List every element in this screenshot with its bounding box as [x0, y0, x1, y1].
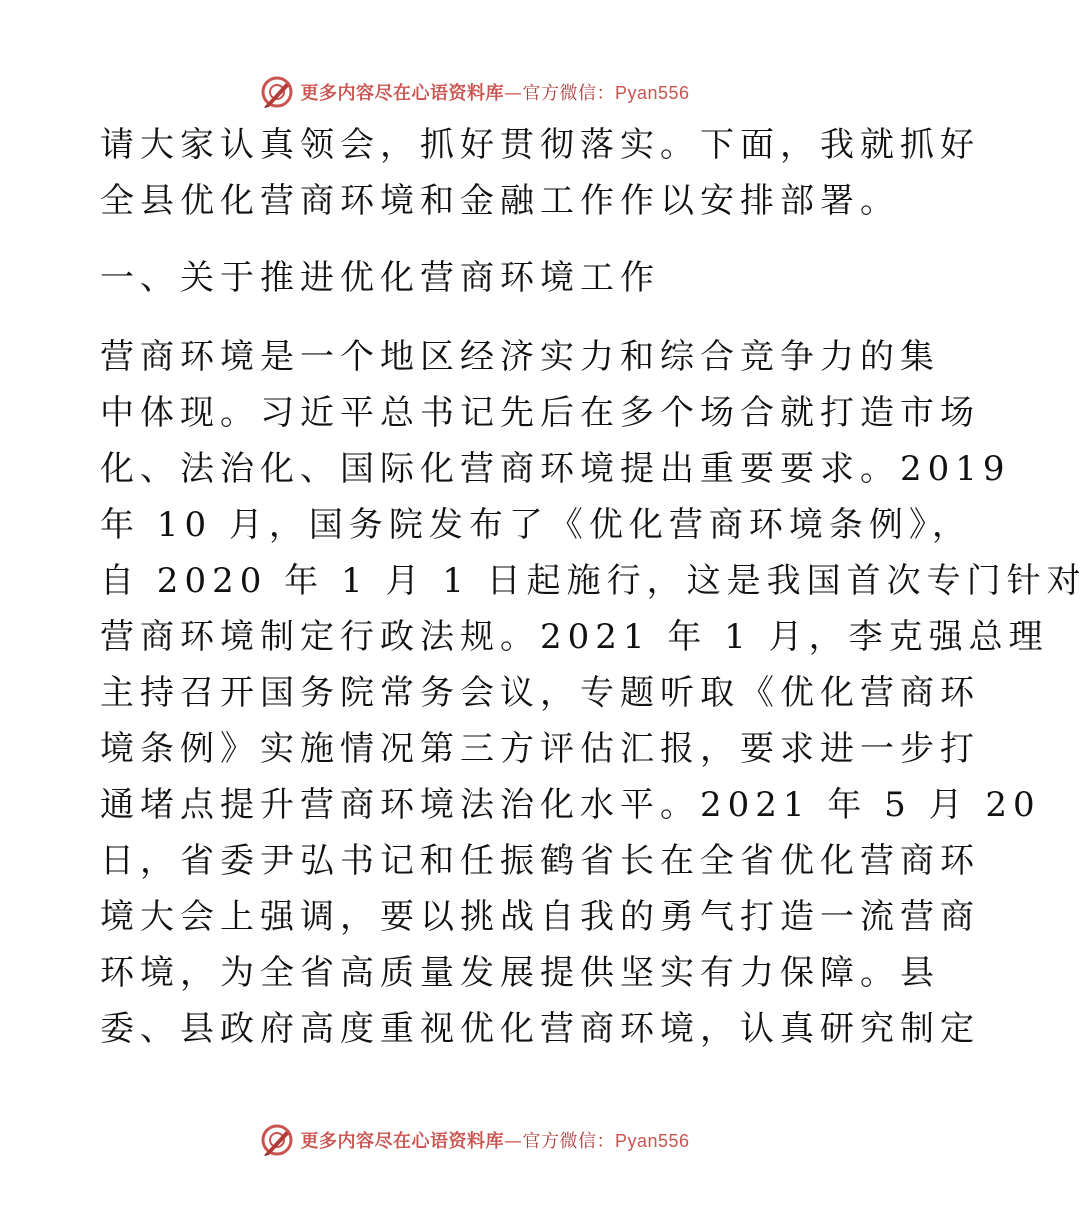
- section-heading: 一、关于推进优化营商环境工作: [100, 258, 660, 298]
- banner-text: [300, 1127, 689, 1153]
- banner-separator: —: [503, 1131, 523, 1152]
- pen-logo-icon: [260, 1123, 294, 1157]
- text-line: 主持召开国务院常务会议，专题听取《优化营商环: [100, 673, 980, 713]
- banner-brand: 更多内容尽在心语资料库: [300, 83, 504, 104]
- text-line: 年 10 月，国务院发布了《优化营商环境条例》，: [100, 505, 972, 545]
- text-line: 化、法治化、国际化营商环境提出重要要求。2019: [100, 449, 1011, 489]
- banner-text: [300, 79, 689, 105]
- banner-contact: Pyan556: [614, 1131, 690, 1151]
- banner-label: 官方微信：: [522, 1131, 615, 1152]
- banner-brand: 更多内容尽在心语资料库: [300, 1131, 504, 1152]
- text-line: 营商环境是一个地区经济实力和综合竞争力的集: [100, 337, 940, 377]
- text-line: 请大家认真领会，抓好贯彻落实。下面，我就抓好: [100, 125, 980, 165]
- banner-separator: —: [503, 83, 523, 104]
- text-line: 境条例》实施情况第三方评估汇报，要求进一步打: [100, 729, 980, 769]
- text-line: 环境，为全省高质量发展提供坚实有力保障。县: [100, 953, 940, 993]
- text-line: 自 2020 年 1 月 1 日起施行，这是我国首次专门针对: [100, 561, 1087, 601]
- banner-contact: Pyan556: [614, 83, 690, 103]
- text-line: 营商环境制定行政法规。2021 年 1 月，李克强总理: [100, 617, 1049, 657]
- text-line: 境大会上强调，要以挑战自我的勇气打造一流营商: [100, 897, 980, 937]
- top-watermark-banner: [0, 72, 950, 112]
- text-line: 日，省委尹弘书记和任振鹤省长在全省优化营商环: [100, 841, 980, 881]
- text-line: 中体现。习近平总书记先后在多个场合就打造市场: [100, 393, 980, 433]
- text-line: 全县优化营商环境和金融工作作以安排部署。: [100, 181, 900, 221]
- banner-label: 官方微信：: [522, 83, 615, 104]
- pen-logo-icon: [260, 75, 294, 109]
- text-line: 委、县政府高度重视优化营商环境，认真研究制定: [100, 1009, 980, 1049]
- text-line: 通堵点提升营商环境法治化水平。2021 年 5 月 20: [100, 785, 1041, 825]
- bottom-watermark-banner: [0, 1120, 950, 1160]
